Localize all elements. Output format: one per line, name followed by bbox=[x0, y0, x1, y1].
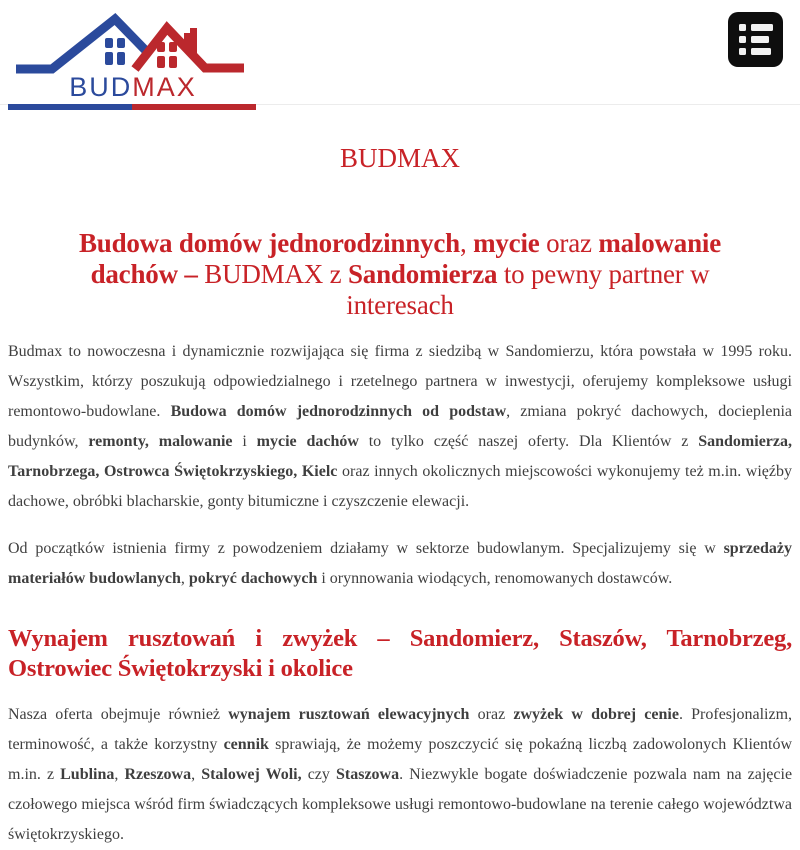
paragraph-company-intro: Budmax to nowoczesna i dynamicznie rozwijająca się firma z siedzibą w Sandomierzu, która powstała w 1995 roku. Wszystkim, którzy poszukują odpowiedzialnego i rzetelnego partnera w inwestycji, oferujemy kompleksowe usługi remontowo-budowlane. Budowa domów jednorodzinnych od podstaw, zmiana pokryć dachowych, docieplenia budynków, remonty, malowanie i mycie dachów to tylko część naszej oferty. Dla Klientów z Sandomierza, Tarnobrzega, Ostrowca Świętokrzyskiego, Kielc oraz innych okolicznych miejscowości wykonujemy też m.in. więźby dachowe, obróbki blacharskie, gonty bitumiczne i czyszczenie elewacji. bbox=[8, 343, 793, 511]
site-logo[interactable] bbox=[8, 6, 258, 110]
houses-roofs-icon bbox=[8, 6, 258, 74]
page-content bbox=[0, 145, 800, 850]
paragraph-scaffolding-offer: Nasza oferta obejmuje również wynajem rusztowań elewacyjnych oraz zwyżek w dobrej cenie. Profesjonalizm, terminowość, a także korzystny cennik sprawiają, że możemy poszczycić się pokaźną liczbą zadowolonych Klientów m.in. z Lublina, Rzeszowa, Stalowej Woli, czy Staszowa. Niezwykle bogate doświadczenie pozwala nam na zajęcie czołowego miejsca wśród firm świadczących kompleksowe usługi remontowo-budowlane na terenie całego województwa świętokrzyskiego. bbox=[8, 706, 793, 844]
logo-bar-red bbox=[132, 104, 256, 110]
logo-text bbox=[8, 74, 258, 101]
logo-color-bar bbox=[8, 104, 256, 110]
logo-text-max: MAX bbox=[132, 72, 197, 102]
site-header bbox=[0, 0, 800, 105]
list-menu-icon bbox=[739, 24, 773, 55]
main-heading: Budowa domów jednorodzinnych, mycie oraz malowanie dachów – BUDMAX z Sandomierza to pewny partner w interesach bbox=[78, 228, 722, 320]
page-title: BUDMAX bbox=[339, 143, 460, 173]
logo-bar-blue bbox=[8, 104, 132, 110]
logo-text-bud: BUD bbox=[69, 72, 133, 102]
paragraph-company-history: Od początków istnienia firmy z powodzeniem działamy w sektorze budowlanym. Specjalizujemy się w sprzedaży materiałów budowlanych, pokryć dachowych i orynnowania wiodących, renomowanych dostawców. bbox=[8, 540, 792, 588]
section-heading-scaffolding: Wynajem rusztowań i zwyżek – Sandomierz, Staszów, Tarnobrzeg, Ostrowiec Świętokrzyski i okolice bbox=[8, 625, 792, 682]
menu-button[interactable] bbox=[728, 12, 783, 67]
